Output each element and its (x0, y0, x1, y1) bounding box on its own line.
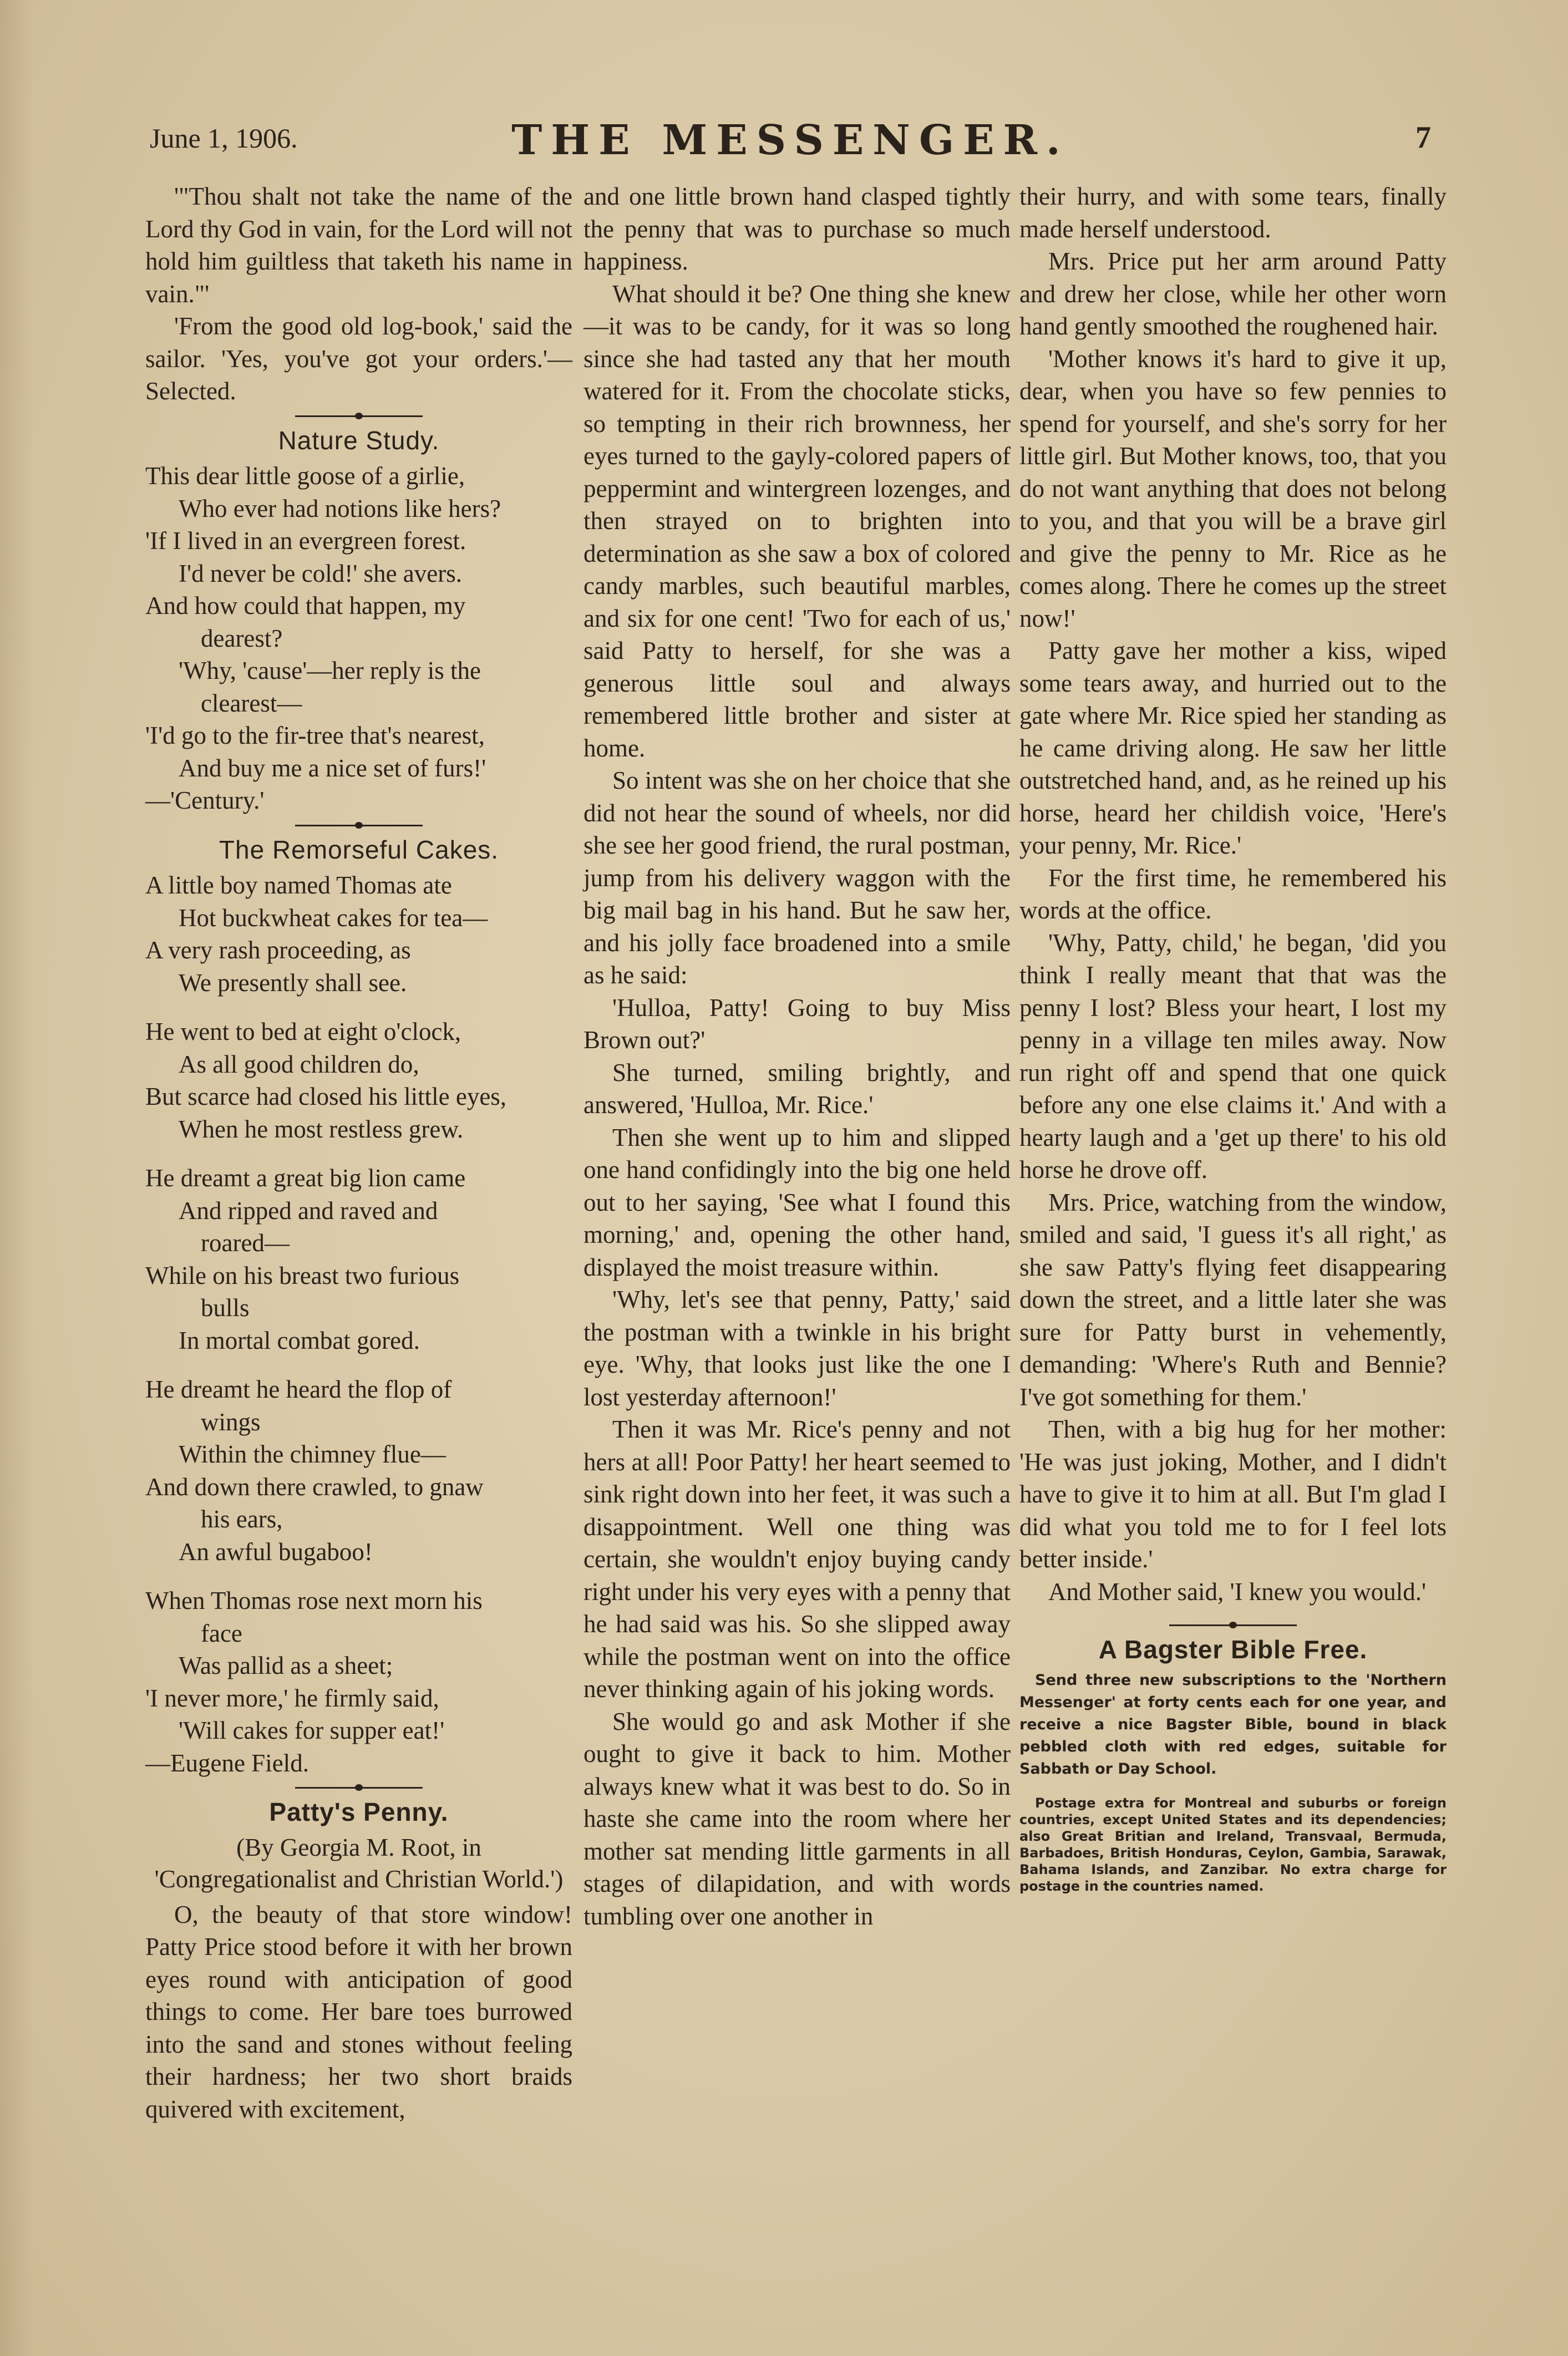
article-paragraph: 'Why, let's see that penny, Patty,' said the postman with a twinkle in his bright eye. 'Why, that looks just like the one I lost yesterday afternoon!' (583, 1286, 1011, 1411)
poem-line: 'Why, 'cause'—her reply is the (179, 657, 481, 684)
section-divider (145, 1781, 572, 1794)
page-header (150, 111, 1431, 172)
poem-line: 'If I lived in an evergreen forest. (145, 527, 466, 555)
issue-date: June 1, 1906. (150, 123, 298, 154)
poem-line: I'd never be cold!' she avers. (179, 559, 462, 587)
poem-line: And how could that happen, my (145, 592, 466, 620)
article-title-nature-study: Nature Study. (278, 425, 440, 455)
article-title-remorseful-cakes: The Remorseful Cakes. (219, 835, 499, 864)
section-divider (1019, 1619, 1447, 1631)
article-paragraph: 'Mother knows it's hard to give it up, dear, when you have so few pennies to spend for yourself, and she's sorry for her little girl. But Mother knows, too, that you do not want anything that does not belong to you, and that you will be a brave girl and give the penny to Mr. Rice as he comes along. There he comes up the street now!' (1019, 344, 1447, 632)
article-paragraph: And Mother said, 'I knew you would.' (1048, 1577, 1427, 1606)
article-paragraph: 'Why, Patty, child,' he began, 'did you think I really meant that that was the penny I lost? Bless your heart, I lost my penny in a village ten miles away. Now run right off and spend that one quick before any one else claims it.' And with a hearty laugh and a 'get up there' to his old horse he drove off. (1019, 928, 1447, 1184)
poem-line: We presently shall see. (179, 968, 407, 997)
poem-line: When he most restless grew. (179, 1115, 464, 1143)
article-paragraph: Mrs. Price, watching from the window, smiled and said, 'I guess it's all right,' as she saw Patty's flying feet disappearing down the street, and a little later she was sure for Patty burst in vehemently, demanding: 'Where's Ruth and Bennie? I've got something for them.' (1019, 1188, 1447, 1411)
masthead: THE MESSENGER. (511, 116, 1069, 164)
article-paragraph: Then, with a big hug for her mother: 'He was just joking, Mother, and I didn't have to give it to him at all. But I'm glad I did what you told me to for I feel lots better inside.' (1019, 1415, 1447, 1573)
poem-stanza (145, 1015, 572, 1145)
poem-line: A little boy named Thomas ate (145, 871, 452, 899)
article-paragraph: their hurry, and with some tears, finally made herself understood. (1019, 182, 1447, 243)
article-paragraph: So intent was she on her choice that she did not hear the sound of wheels, nor did she see her good friend, the rural postman, jump from his delivery waggon with the big mail bag in his hand. But he saw her, and his jolly face broadened into a smile as he said: (583, 766, 1011, 989)
section-divider (145, 819, 572, 831)
poem-line: He went to bed at eight o'clock, (145, 1018, 461, 1045)
article-byline: (By Georgia M. Root, in 'Congregationalist and Christian World.') (154, 1833, 564, 1893)
poem-line: face (201, 1619, 242, 1647)
poem-line: Within the chimney flue— (179, 1440, 446, 1468)
section-divider (145, 410, 572, 422)
poem-attribution: —'Century.' (145, 786, 265, 814)
poem-nature-study (145, 460, 572, 817)
poem-line: While on his breast two furious (145, 1261, 460, 1289)
poem-line: clearest— (201, 689, 302, 717)
poem-line: An awful bugaboo! (179, 1537, 373, 1566)
poem-line: And ripped and raved and (179, 1196, 438, 1225)
poem-line: 'I'd go to the fir-tree that's nearest, (145, 722, 485, 749)
poem-line: And down there crawled, to gnaw (145, 1472, 484, 1501)
intro-paragraph: 'From the good old log-book,' said the sailor. 'Yes, you've got your orders.'—Selected. (145, 312, 572, 405)
poem-line: roared— (201, 1229, 290, 1257)
poem-line: But scarce had closed his little eyes, (145, 1083, 507, 1110)
page-number: 7 (1415, 120, 1431, 155)
poem-line: In mortal combat gored. (179, 1326, 420, 1354)
article-paragraph: O, the beauty of that store window! Patty Price stood before it with her brown eyes round with anticipation of good things to come. Her bare toes burrowed into the sand and stones without feeling their hardness; her two short braids quivered with excitement, (145, 1900, 572, 2123)
poem-line: Was pallid as a sheet; (179, 1652, 393, 1679)
column-1 (145, 180, 572, 2125)
poem-attribution: —Eugene Field. (145, 1749, 309, 1777)
column-3 (1019, 180, 1447, 1895)
poem-line: 'I never more,' he firmly said, (145, 1684, 439, 1712)
notice-title-bagster-bible: A Bagster Bible Free. (1098, 1635, 1368, 1664)
article-paragraph: She would go and ask Mother if she ought to give it back to him. Mother always knew what it was best to do. So in haste she came into the room where her mother sat mending little garments in all stages of dilapidation, and with words tumbling over one another in (583, 1707, 1011, 1930)
poem-line: This dear little goose of a girlie, (145, 462, 465, 490)
poem-line: wings (201, 1408, 261, 1436)
article-paragraph: What should it be? One thing she knew—it was to be candy, for it was so long since she had tasted any that her mouth watered for it. From the chocolate sticks, so tempting in their rich brownness, her eyes turned to the gayly-colored papers of peppermint and wintergreen lozenges, and then strayed on to brighten into determination as she saw a box of colored candy marbles, such beautiful marbles, and six for one cent! 'Two for each of us,' said Patty to herself, for she was a generous little soul and always remembered little brother and sister at home. (583, 280, 1011, 762)
article-paragraph: Mrs. Price put her arm around Patty and drew her close, while her other worn hand gently smoothed the roughened hair. (1019, 247, 1447, 340)
poem-stanza (145, 869, 572, 999)
poem-line: 'Will cakes for supper eat!' (179, 1717, 445, 1744)
poem-stanza (145, 1162, 572, 1357)
poem-line: Hot buckwheat cakes for tea— (179, 903, 488, 932)
article-paragraph: Then she went up to him and slipped one hand confidingly into the big one held out to her saying, 'See what I found this morning,' and, opening the other hand, displayed the moist treasure within. (583, 1123, 1011, 1281)
article-paragraph: and one little brown hand clasped tightly the penny that was to purchase so much happiness. (583, 182, 1011, 275)
poem-stanza (145, 1373, 572, 1568)
poem-line: dearest? (201, 624, 283, 652)
poem-line: Who ever had notions like hers? (179, 494, 501, 522)
notice-postage-text: Postage extra for Montreal and suburbs or foreign countries, except United States and its dependencies; also Great Britian and Ireland, Transvaal, Bermuda, Barbadoes, British Honduras, Ceylon, Gambia, Sarawak, Bahama Islands, and Zanzibar. No extra charge for postage in the countries named. (1019, 1795, 1447, 1894)
column-2 (583, 180, 1011, 1932)
article-paragraph: 'Hulloa, Patty! Going to buy Miss Brown out?' (583, 993, 1011, 1054)
poem-line: A very rash proceeding, as (145, 936, 411, 964)
article-paragraph: Patty gave her mother a kiss, wiped some tears away, and hurried out to the gate where Mr. Rice spied her standing as he came driving along. He saw her little outstretched hand, and, as he reined up his horse, heard her childish voice, 'Here's your penny, Mr. Rice.' (1019, 637, 1447, 859)
article-paragraph: For the first time, he remembered his words at the office. (1019, 864, 1447, 924)
intro-paragraph: '"Thou shalt not take the name of the Lord thy God in vain, for the Lord will not hold him guiltless that taketh his name in vain."' (145, 182, 572, 308)
poem-stanza (145, 1585, 572, 1779)
poem-line: As all good children do, (179, 1050, 419, 1078)
poem-line: And buy me a nice set of furs!' (179, 754, 486, 782)
poem-line: He dreamt a great big lion came (145, 1164, 466, 1192)
article-paragraph: She turned, smiling brightly, and answered, 'Hulloa, Mr. Rice.' (583, 1058, 1011, 1119)
poem-line: When Thomas rose next morn his (145, 1587, 483, 1614)
notice-text: Send three new subscriptions to the 'Northern Messenger' at forty cents each for one year, and receive a nice Bagster Bible, bound in black pebbled cloth with red edges, suitable for Sabbath or Day School. (1019, 1671, 1447, 1778)
page-fold-shadow (0, 0, 33, 2356)
poem-line: bulls (201, 1294, 250, 1322)
poem-line: He dreamt he heard the flop of (145, 1375, 452, 1403)
article-paragraph: Then it was Mr. Rice's penny and not hers at all! Poor Patty! her heart seemed to sink right down into her feet, it was such a disappointment. Well one thing was certain, she wouldn't enjoy buying candy right under his very eyes with a penny that he had said was his. So she slipped away while the postman went on into the office never thinking again of his joking words. (583, 1415, 1011, 1703)
article-title-pattys-penny: Patty's Penny. (269, 1798, 449, 1826)
poem-line: his ears, (201, 1505, 283, 1533)
